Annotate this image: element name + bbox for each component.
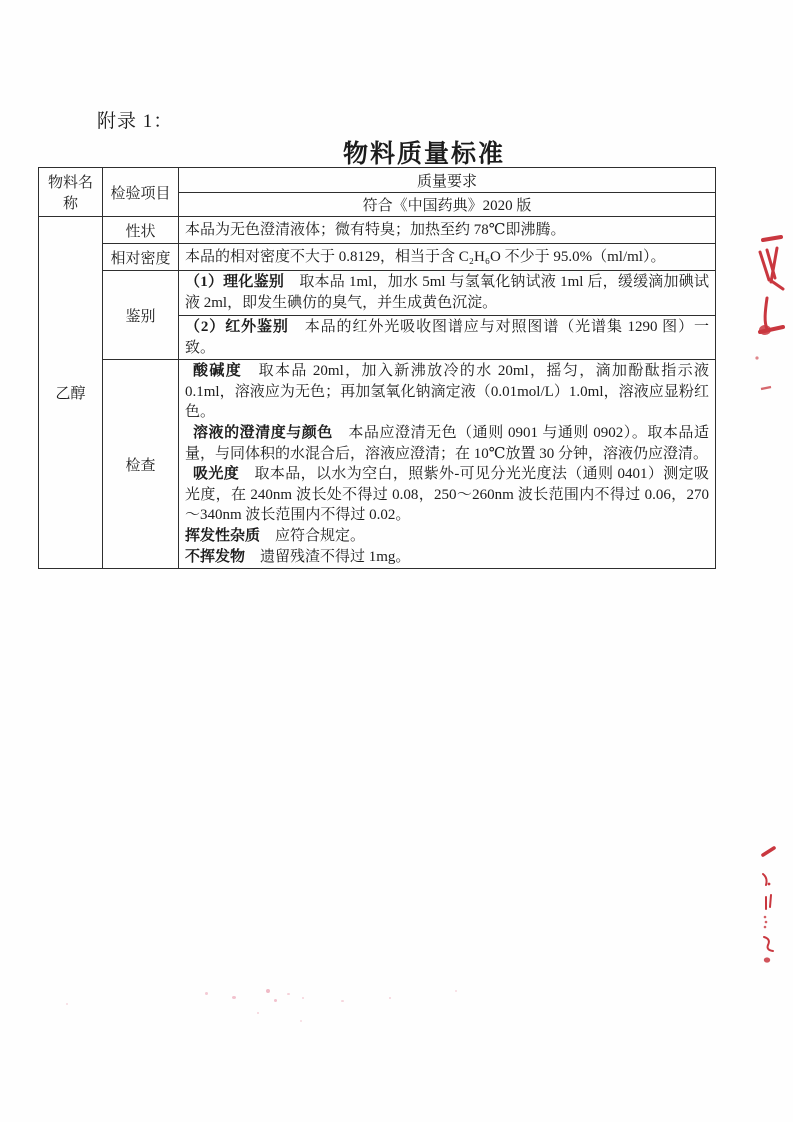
clarity-color-label: 溶液的澄清度与颜色 xyxy=(193,424,333,441)
relative-density-text: 本品的相对密度不大于 0.8129，相当于含 C₂H₆O 不少于 95.0%（ml/ml）。 xyxy=(179,244,716,271)
red-ink-mark-upper xyxy=(750,228,793,398)
absorbance-label: 吸光度 xyxy=(193,466,240,483)
row-label-properties: 性状 xyxy=(103,217,179,244)
infrared-label: （2）红外鉴别 xyxy=(185,319,289,335)
absorbance-body: 取本品，以水为空白，照紫外-可见分光光度法（通则 0401）测定吸光度，在 240nm 波长处不得过 0.08，250～260nm 波长范围内不得过 0.06，270～340nm 波长范围内不得过 0.02。 xyxy=(185,466,709,524)
header-quality-requirement: 质量要求 xyxy=(179,168,716,193)
header-material-name: 物料名称 xyxy=(39,168,103,217)
volatile-impurities-label: 挥发性杂质 xyxy=(185,527,261,544)
appendix-label: 附录 1： xyxy=(97,111,174,132)
non-volatile-body: 遗留残渣不得过 1mg。 xyxy=(245,548,411,565)
properties-text: 本品为无色澄清液体；微有特臭；加热至约 78℃即沸腾。 xyxy=(179,217,716,244)
identification-physchem-text xyxy=(179,271,716,316)
clarity-color-body: 本品应澄清无色（通则 0901 与通则 0902）。取本品适量，与同体积的水混合后，溶液应澄清；在 10℃放置 30 分钟，溶液仍应澄清。 xyxy=(185,424,709,462)
infrared-body: 本品的红外光吸收图谱应与对照图谱（光谱集 1290 图）一致。 xyxy=(185,319,709,356)
header-inspection-item: 检验项目 xyxy=(103,168,179,217)
row-label-identification: 鉴别 xyxy=(103,271,179,360)
non-volatile-label: 不挥发物 xyxy=(185,548,246,565)
red-ink-mark-lower xyxy=(756,845,793,970)
row-label-inspection: 检查 xyxy=(103,360,179,569)
requirement-subheader: 符合《中国药典》2020 版 xyxy=(179,193,716,217)
acidity-label: 酸碱度 xyxy=(193,363,243,380)
physchem-body: 取本品 1ml，加水 5ml 与氢氧化钠试液 1ml 后，缓缓滴加碘试液 2ml，即发生碘仿的臭气，并生成黄色沉淀。 xyxy=(185,274,709,311)
acidity-body: 取本品 20ml，加入新沸放冷的水 20ml，摇匀，滴加酚酞指示液 0.1ml，溶液应为无色；再加氢氧化钠滴定液（0.01mol/L）1.0ml，溶液应显粉红色。 xyxy=(185,363,709,421)
identification-infrared-text xyxy=(179,316,716,360)
row-label-relative-density: 相对密度 xyxy=(103,244,179,271)
page-title: 物料质量标准 xyxy=(342,141,505,168)
volatile-impurities-body: 应符合规定。 xyxy=(260,527,366,544)
physchem-label: （1）理化鉴别 xyxy=(185,274,285,291)
inspection-text xyxy=(179,360,716,569)
quality-standard-table xyxy=(38,167,716,569)
material-name-cell: 乙醇 xyxy=(39,217,103,569)
